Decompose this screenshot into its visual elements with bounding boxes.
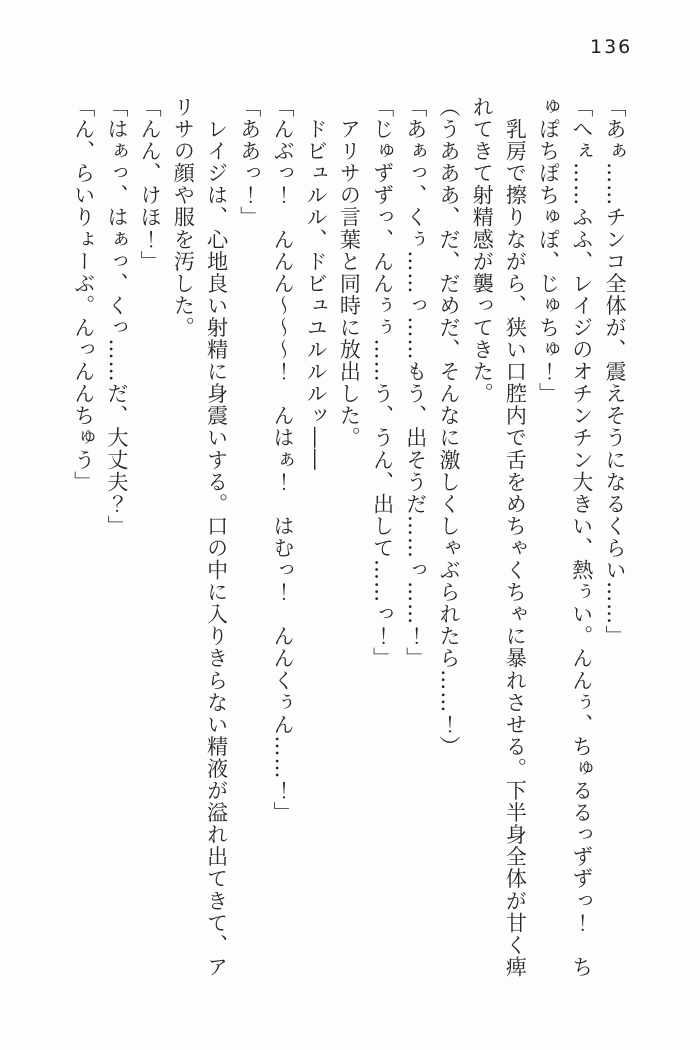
text-line: ドビュルル、ドビュユルルルッ―― [304,96,329,471]
text-line: レイジは、心地良い射精に身震いする。口の中に入りきらない精液が溢れ出てきて、ア [204,96,229,978]
text-line: 「はぁっ、はぁっ、くっ……だ、大丈夫？」 [104,96,129,537]
text-line: 「んん、けほ！」 [138,96,163,273]
text-line: ゅぽちぽちゅぽ、じゅちゅ！」 [536,96,561,405]
text-line: 「じゅずずっ、んんぅぅ……う、うん、出して……っ！」 [370,96,395,670]
text-line: 「あぁ……チンコ全体が、震えそうになるくらい……」 [603,96,627,648]
text-line: 乳房で擦りながら、狭い口腔内で舌をめちゃくちゃに暴れさせる。下半身全体が甘く痺 [503,96,528,978]
text-line: 「へぇ……ふふ、レイジのオチンチン大きい、熱ぅい。んんぅ、ちゅるるっずずっ！ ち [569,96,594,978]
text-line: （うあああ、だ、だめだ、そんなに激しくしゃぶられたら……！） [436,96,461,758]
text-line: 「んぶっ！ んんん～～～！ んはぁ！ はむっ！ んんくぅん……！」 [270,96,295,824]
text-line: 「ああっ！」 [237,96,262,229]
text-line: 「ん、らいりょーぶ。んっんんちゅう」 [71,96,96,493]
text-line: リサの顔や服を汚した。 [171,96,196,339]
page-number: 136 [590,36,633,58]
text-line: れてきて射精感が襲ってきた。 [470,96,495,405]
text-line: アリサの言葉と同時に放出した。 [337,96,362,449]
text-line: 「あぁっ、くぅ……っ……もう、出そうだ……っ……！」 [403,96,428,670]
main-text-block [67,96,631,1044]
